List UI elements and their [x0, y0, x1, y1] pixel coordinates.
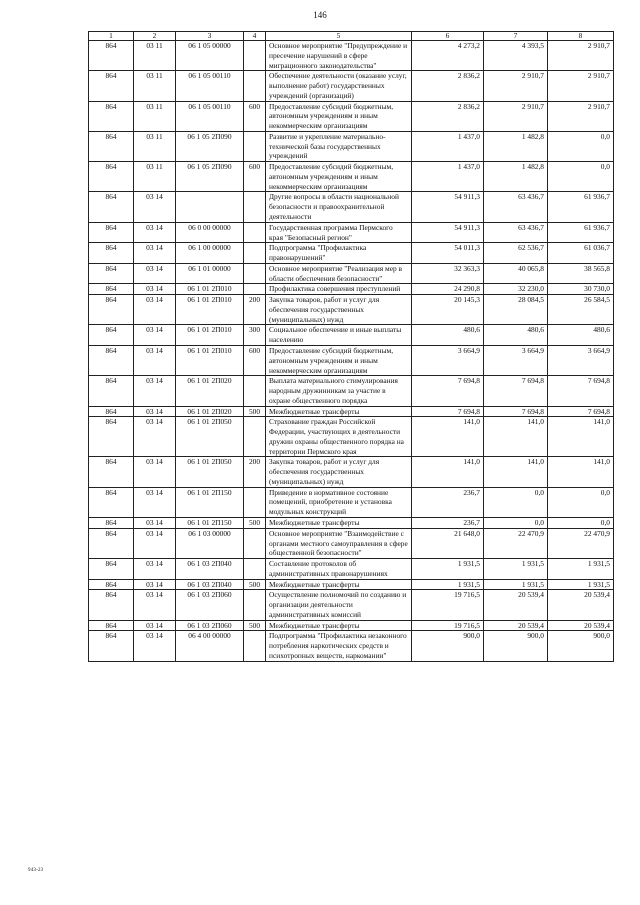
amount-col7-cell: 7 694,8 [484, 406, 548, 417]
amount-col7-cell: 2 910,7 [484, 101, 548, 131]
col-header: 3 [176, 32, 244, 41]
table-row [89, 517, 614, 528]
amount-col7-cell: 1 482,8 [484, 162, 548, 192]
target-article-cell: 06 1 03 00000 [176, 528, 244, 558]
section-code-cell: 03 14 [134, 222, 176, 243]
expense-type-cell: 600 [244, 101, 266, 131]
description-cell: Основное мероприятие "Взаимодействие с органами местного самоуправления в сфере общественной безопасности" [266, 528, 412, 558]
table-row [89, 325, 614, 346]
amount-col6-cell: 24 290,8 [412, 284, 484, 295]
description-cell: Профилактика совершения преступлений [266, 284, 412, 295]
amount-col8-cell: 1 931,5 [548, 579, 614, 590]
expense-type-cell: 200 [244, 295, 266, 325]
table-row [89, 406, 614, 417]
amount-col7-cell: 63 436,7 [484, 222, 548, 243]
table-row [89, 263, 614, 284]
section-code-cell: 03 14 [134, 559, 176, 580]
amount-col7-cell: 32 230,0 [484, 284, 548, 295]
amount-col6-cell: 900,0 [412, 631, 484, 661]
target-article-cell: 06 1 01 2П050 [176, 457, 244, 487]
amount-col6-cell: 54 911,3 [412, 192, 484, 222]
table-row [89, 295, 614, 325]
section-code-cell: 03 14 [134, 243, 176, 264]
target-article-cell: 06 1 01 2П150 [176, 487, 244, 517]
expense-type-cell [244, 528, 266, 558]
section-code-cell: 03 11 [134, 131, 176, 161]
description-cell: Межбюджетные трансферты [266, 620, 412, 631]
amount-col7-cell: 141,0 [484, 417, 548, 457]
amount-col8-cell: 480,6 [548, 325, 614, 346]
amount-col7-cell: 1 931,5 [484, 579, 548, 590]
amount-col7-cell: 22 470,9 [484, 528, 548, 558]
amount-col6-cell: 1 437,0 [412, 162, 484, 192]
ministry-code-cell: 864 [89, 222, 134, 243]
amount-col7-cell: 141,0 [484, 457, 548, 487]
table-row [89, 222, 614, 243]
section-code-cell: 03 14 [134, 325, 176, 346]
amount-col8-cell: 20 539,4 [548, 620, 614, 631]
amount-col6-cell: 1 437,0 [412, 131, 484, 161]
section-code-cell: 03 14 [134, 284, 176, 295]
expense-type-cell: 500 [244, 406, 266, 417]
amount-col6-cell: 19 716,5 [412, 590, 484, 620]
description-cell: Межбюджетные трансферты [266, 517, 412, 528]
ministry-code-cell: 864 [89, 162, 134, 192]
table-row [89, 376, 614, 406]
expense-type-cell: 300 [244, 325, 266, 346]
amount-col8-cell: 0,0 [548, 162, 614, 192]
target-article-cell: 06 1 01 2П020 [176, 376, 244, 406]
ministry-code-cell: 864 [89, 528, 134, 558]
description-cell: Выплата материального стимулирования народным дружинникам за участие в охране общественного порядка [266, 376, 412, 406]
ministry-code-cell: 864 [89, 325, 134, 346]
col-header: 1 [89, 32, 134, 41]
table-row [89, 487, 614, 517]
table-row [89, 192, 614, 222]
section-code-cell: 03 14 [134, 457, 176, 487]
amount-col8-cell: 3 664,9 [548, 345, 614, 375]
expense-type-cell [244, 192, 266, 222]
amount-col6-cell: 236,7 [412, 487, 484, 517]
section-code-cell: 03 14 [134, 417, 176, 457]
amount-col7-cell: 1 931,5 [484, 559, 548, 580]
section-code-cell: 03 14 [134, 620, 176, 631]
expense-type-cell [244, 263, 266, 284]
amount-col6-cell: 141,0 [412, 417, 484, 457]
table-row [89, 131, 614, 161]
section-code-cell: 03 11 [134, 41, 176, 71]
target-article-cell: 06 1 01 2П010 [176, 295, 244, 325]
table-row [89, 631, 614, 661]
description-cell: Приведение в нормативное состояние помещений, приобретение и установка модульных конструкций [266, 487, 412, 517]
amount-col6-cell: 1 931,5 [412, 559, 484, 580]
amount-col8-cell: 2 910,7 [548, 71, 614, 101]
section-code-cell: 03 14 [134, 192, 176, 222]
expense-type-cell [244, 284, 266, 295]
ministry-code-cell: 864 [89, 345, 134, 375]
description-cell: Обеспечение деятельности (оказание услуг, выполнение работ) государственных учреждений (организаций) [266, 71, 412, 101]
ministry-code-cell: 864 [89, 487, 134, 517]
table-body [89, 41, 614, 662]
section-code-cell: 03 11 [134, 101, 176, 131]
amount-col6-cell: 2 836,2 [412, 71, 484, 101]
expense-type-cell: 600 [244, 345, 266, 375]
amount-col7-cell: 0,0 [484, 487, 548, 517]
amount-col8-cell: 1 931,5 [548, 559, 614, 580]
ministry-code-cell: 864 [89, 41, 134, 71]
target-article-cell: 06 1 03 2П040 [176, 579, 244, 590]
amount-col8-cell: 7 694,8 [548, 376, 614, 406]
amount-col6-cell: 20 145,3 [412, 295, 484, 325]
amount-col6-cell: 236,7 [412, 517, 484, 528]
target-article-cell [176, 192, 244, 222]
ministry-code-cell: 864 [89, 131, 134, 161]
budget-table [88, 31, 614, 662]
table-row [89, 559, 614, 580]
section-code-cell: 03 14 [134, 487, 176, 517]
table-row [89, 579, 614, 590]
description-cell: Основное мероприятие "Предупреждение и пресечение нарушений в сфере миграционного законодательства" [266, 41, 412, 71]
amount-col6-cell: 2 836,2 [412, 101, 484, 131]
amount-col6-cell: 21 648,0 [412, 528, 484, 558]
amount-col8-cell: 38 565,8 [548, 263, 614, 284]
description-cell: Страхование граждан Российской Федерации, участвующих в деятельности дружин охраны общественного порядка на территории Пермского края [266, 417, 412, 457]
amount-col7-cell: 480,6 [484, 325, 548, 346]
expense-type-cell: 600 [244, 162, 266, 192]
amount-col8-cell: 2 910,7 [548, 41, 614, 71]
ministry-code-cell: 864 [89, 295, 134, 325]
ministry-code-cell: 864 [89, 620, 134, 631]
amount-col7-cell: 0,0 [484, 517, 548, 528]
amount-col7-cell: 1 482,8 [484, 131, 548, 161]
target-article-cell: 06 1 03 2П060 [176, 590, 244, 620]
ministry-code-cell: 864 [89, 590, 134, 620]
section-code-cell: 03 14 [134, 631, 176, 661]
amount-col6-cell: 141,0 [412, 457, 484, 487]
amount-col6-cell: 54 011,3 [412, 243, 484, 264]
table-row [89, 101, 614, 131]
description-cell: Предоставление субсидий бюджетным, автономным учреждениям и иным некоммерческим организациям [266, 345, 412, 375]
col-header: 4 [244, 32, 266, 41]
target-article-cell: 06 1 03 2П040 [176, 559, 244, 580]
ministry-code-cell: 864 [89, 284, 134, 295]
amount-col8-cell: 61 936,7 [548, 192, 614, 222]
expense-type-cell [244, 487, 266, 517]
amount-col6-cell: 480,6 [412, 325, 484, 346]
amount-col7-cell: 3 664,9 [484, 345, 548, 375]
section-code-cell: 03 14 [134, 590, 176, 620]
description-cell: Основное мероприятие "Реализация мер в области обеспечения безопасности" [266, 263, 412, 284]
amount-col8-cell: 141,0 [548, 417, 614, 457]
col-header: 6 [412, 32, 484, 41]
amount-col8-cell: 2 910,7 [548, 101, 614, 131]
target-article-cell: 06 1 05 00000 [176, 41, 244, 71]
amount-col8-cell: 30 730,0 [548, 284, 614, 295]
expense-type-cell [244, 590, 266, 620]
amount-col8-cell: 22 470,9 [548, 528, 614, 558]
ministry-code-cell: 864 [89, 517, 134, 528]
amount-col7-cell: 20 539,4 [484, 620, 548, 631]
target-article-cell: 06 1 01 2П050 [176, 417, 244, 457]
section-code-cell: 03 14 [134, 517, 176, 528]
amount-col8-cell: 61 936,7 [548, 222, 614, 243]
page-number: 146 [313, 10, 327, 20]
table-row [89, 345, 614, 375]
ministry-code-cell: 864 [89, 243, 134, 264]
amount-col7-cell: 40 065,8 [484, 263, 548, 284]
expense-type-cell [244, 71, 266, 101]
amount-col7-cell: 4 393,5 [484, 41, 548, 71]
ministry-code-cell: 864 [89, 417, 134, 457]
table-row [89, 162, 614, 192]
section-code-cell: 03 14 [134, 528, 176, 558]
amount-col6-cell: 32 363,3 [412, 263, 484, 284]
description-cell: Предоставление субсидий бюджетным, автономным учреждениям и иным некоммерческим организациям [266, 101, 412, 131]
description-cell: Государственная программа Пермского края "Безопасный регион" [266, 222, 412, 243]
col-header: 8 [548, 32, 614, 41]
col-header: 5 [266, 32, 412, 41]
target-article-cell: 06 1 01 2П010 [176, 284, 244, 295]
table-row [89, 243, 614, 264]
table-row [89, 284, 614, 295]
description-cell: Другие вопросы в области национальной безопасности и правоохранительной деятельности [266, 192, 412, 222]
table-row [89, 457, 614, 487]
ministry-code-cell: 864 [89, 376, 134, 406]
amount-col8-cell: 0,0 [548, 487, 614, 517]
section-code-cell: 03 14 [134, 295, 176, 325]
section-code-cell: 03 14 [134, 263, 176, 284]
target-article-cell: 06 1 03 2П060 [176, 620, 244, 631]
amount-col6-cell: 7 694,8 [412, 406, 484, 417]
description-cell: Подпрограмма "Профилактика правонарушений" [266, 243, 412, 264]
ministry-code-cell: 864 [89, 192, 134, 222]
target-article-cell: 06 0 00 00000 [176, 222, 244, 243]
col-header: 7 [484, 32, 548, 41]
footer-code: 943-23 [28, 868, 44, 873]
target-article-cell: 06 1 01 2П010 [176, 345, 244, 375]
target-article-cell: 06 1 05 00110 [176, 71, 244, 101]
target-article-cell: 06 1 01 2П020 [176, 406, 244, 417]
section-code-cell: 03 11 [134, 71, 176, 101]
table-row [89, 71, 614, 101]
expense-type-cell: 500 [244, 620, 266, 631]
expense-type-cell [244, 631, 266, 661]
table-row [89, 590, 614, 620]
ministry-code-cell: 864 [89, 631, 134, 661]
amount-col7-cell: 7 694,8 [484, 376, 548, 406]
expense-type-cell [244, 243, 266, 264]
target-article-cell: 06 1 05 00110 [176, 101, 244, 131]
amount-col8-cell: 61 036,7 [548, 243, 614, 264]
ministry-code-cell: 864 [89, 457, 134, 487]
description-cell: Межбюджетные трансферты [266, 579, 412, 590]
description-cell: Межбюджетные трансферты [266, 406, 412, 417]
section-code-cell: 03 14 [134, 579, 176, 590]
target-article-cell: 06 1 01 2П150 [176, 517, 244, 528]
amount-col7-cell: 20 539,4 [484, 590, 548, 620]
ministry-code-cell: 864 [89, 101, 134, 131]
section-code-cell: 03 14 [134, 376, 176, 406]
section-code-cell: 03 11 [134, 162, 176, 192]
description-cell: Осуществление полномочий по созданию и организации деятельности административных комиссий [266, 590, 412, 620]
amount-col7-cell: 62 536,7 [484, 243, 548, 264]
amount-col6-cell: 4 273,2 [412, 41, 484, 71]
expense-type-cell [244, 417, 266, 457]
table-row [89, 620, 614, 631]
amount-col8-cell: 900,0 [548, 631, 614, 661]
ministry-code-cell: 864 [89, 559, 134, 580]
table-row [89, 41, 614, 71]
header-row [89, 32, 614, 41]
amount-col6-cell: 19 716,5 [412, 620, 484, 631]
description-cell: Составление протоколов об административных правонарушениях [266, 559, 412, 580]
amount-col7-cell: 900,0 [484, 631, 548, 661]
amount-col8-cell: 20 539,4 [548, 590, 614, 620]
ministry-code-cell: 864 [89, 406, 134, 417]
expense-type-cell [244, 222, 266, 243]
target-article-cell: 06 4 00 00000 [176, 631, 244, 661]
expense-type-cell: 500 [244, 517, 266, 528]
expense-type-cell: 200 [244, 457, 266, 487]
description-cell: Закупка товаров, работ и услуг для обеспечения государственных (муниципальных) нужд [266, 295, 412, 325]
expense-type-cell [244, 376, 266, 406]
target-article-cell: 06 1 00 00000 [176, 243, 244, 264]
description-cell: Подпрограмма "Профилактика незаконного потребления наркотических средств и психотропных веществ, наркомании" [266, 631, 412, 661]
section-code-cell: 03 14 [134, 345, 176, 375]
target-article-cell: 06 1 05 2П090 [176, 131, 244, 161]
expense-type-cell: 500 [244, 579, 266, 590]
section-code-cell: 03 14 [134, 406, 176, 417]
amount-col6-cell: 1 931,5 [412, 579, 484, 590]
amount-col7-cell: 28 084,5 [484, 295, 548, 325]
table-row [89, 528, 614, 558]
expense-type-cell [244, 131, 266, 161]
description-cell: Закупка товаров, работ и услуг для обеспечения государственных (муниципальных) нужд [266, 457, 412, 487]
amount-col8-cell: 141,0 [548, 457, 614, 487]
expense-type-cell [244, 559, 266, 580]
amount-col8-cell: 26 584,5 [548, 295, 614, 325]
target-article-cell: 06 1 05 2П090 [176, 162, 244, 192]
ministry-code-cell: 864 [89, 579, 134, 590]
ministry-code-cell: 864 [89, 71, 134, 101]
target-article-cell: 06 1 01 2П010 [176, 325, 244, 346]
description-cell: Развитие и укрепление материально-технической базы государственных учреждений [266, 131, 412, 161]
col-header: 2 [134, 32, 176, 41]
description-cell: Предоставление субсидий бюджетным, автономным учреждениям и иным некоммерческим организациям [266, 162, 412, 192]
expense-type-cell [244, 41, 266, 71]
amount-col8-cell: 7 694,8 [548, 406, 614, 417]
ministry-code-cell: 864 [89, 263, 134, 284]
amount-col8-cell: 0,0 [548, 517, 614, 528]
amount-col8-cell: 0,0 [548, 131, 614, 161]
amount-col6-cell: 3 664,9 [412, 345, 484, 375]
description-cell: Социальное обеспечение и иные выплаты населению [266, 325, 412, 346]
amount-col7-cell: 63 436,7 [484, 192, 548, 222]
amount-col6-cell: 7 694,8 [412, 376, 484, 406]
table-row [89, 417, 614, 457]
target-article-cell: 06 1 01 00000 [176, 263, 244, 284]
amount-col6-cell: 54 911,3 [412, 222, 484, 243]
amount-col7-cell: 2 910,7 [484, 71, 548, 101]
